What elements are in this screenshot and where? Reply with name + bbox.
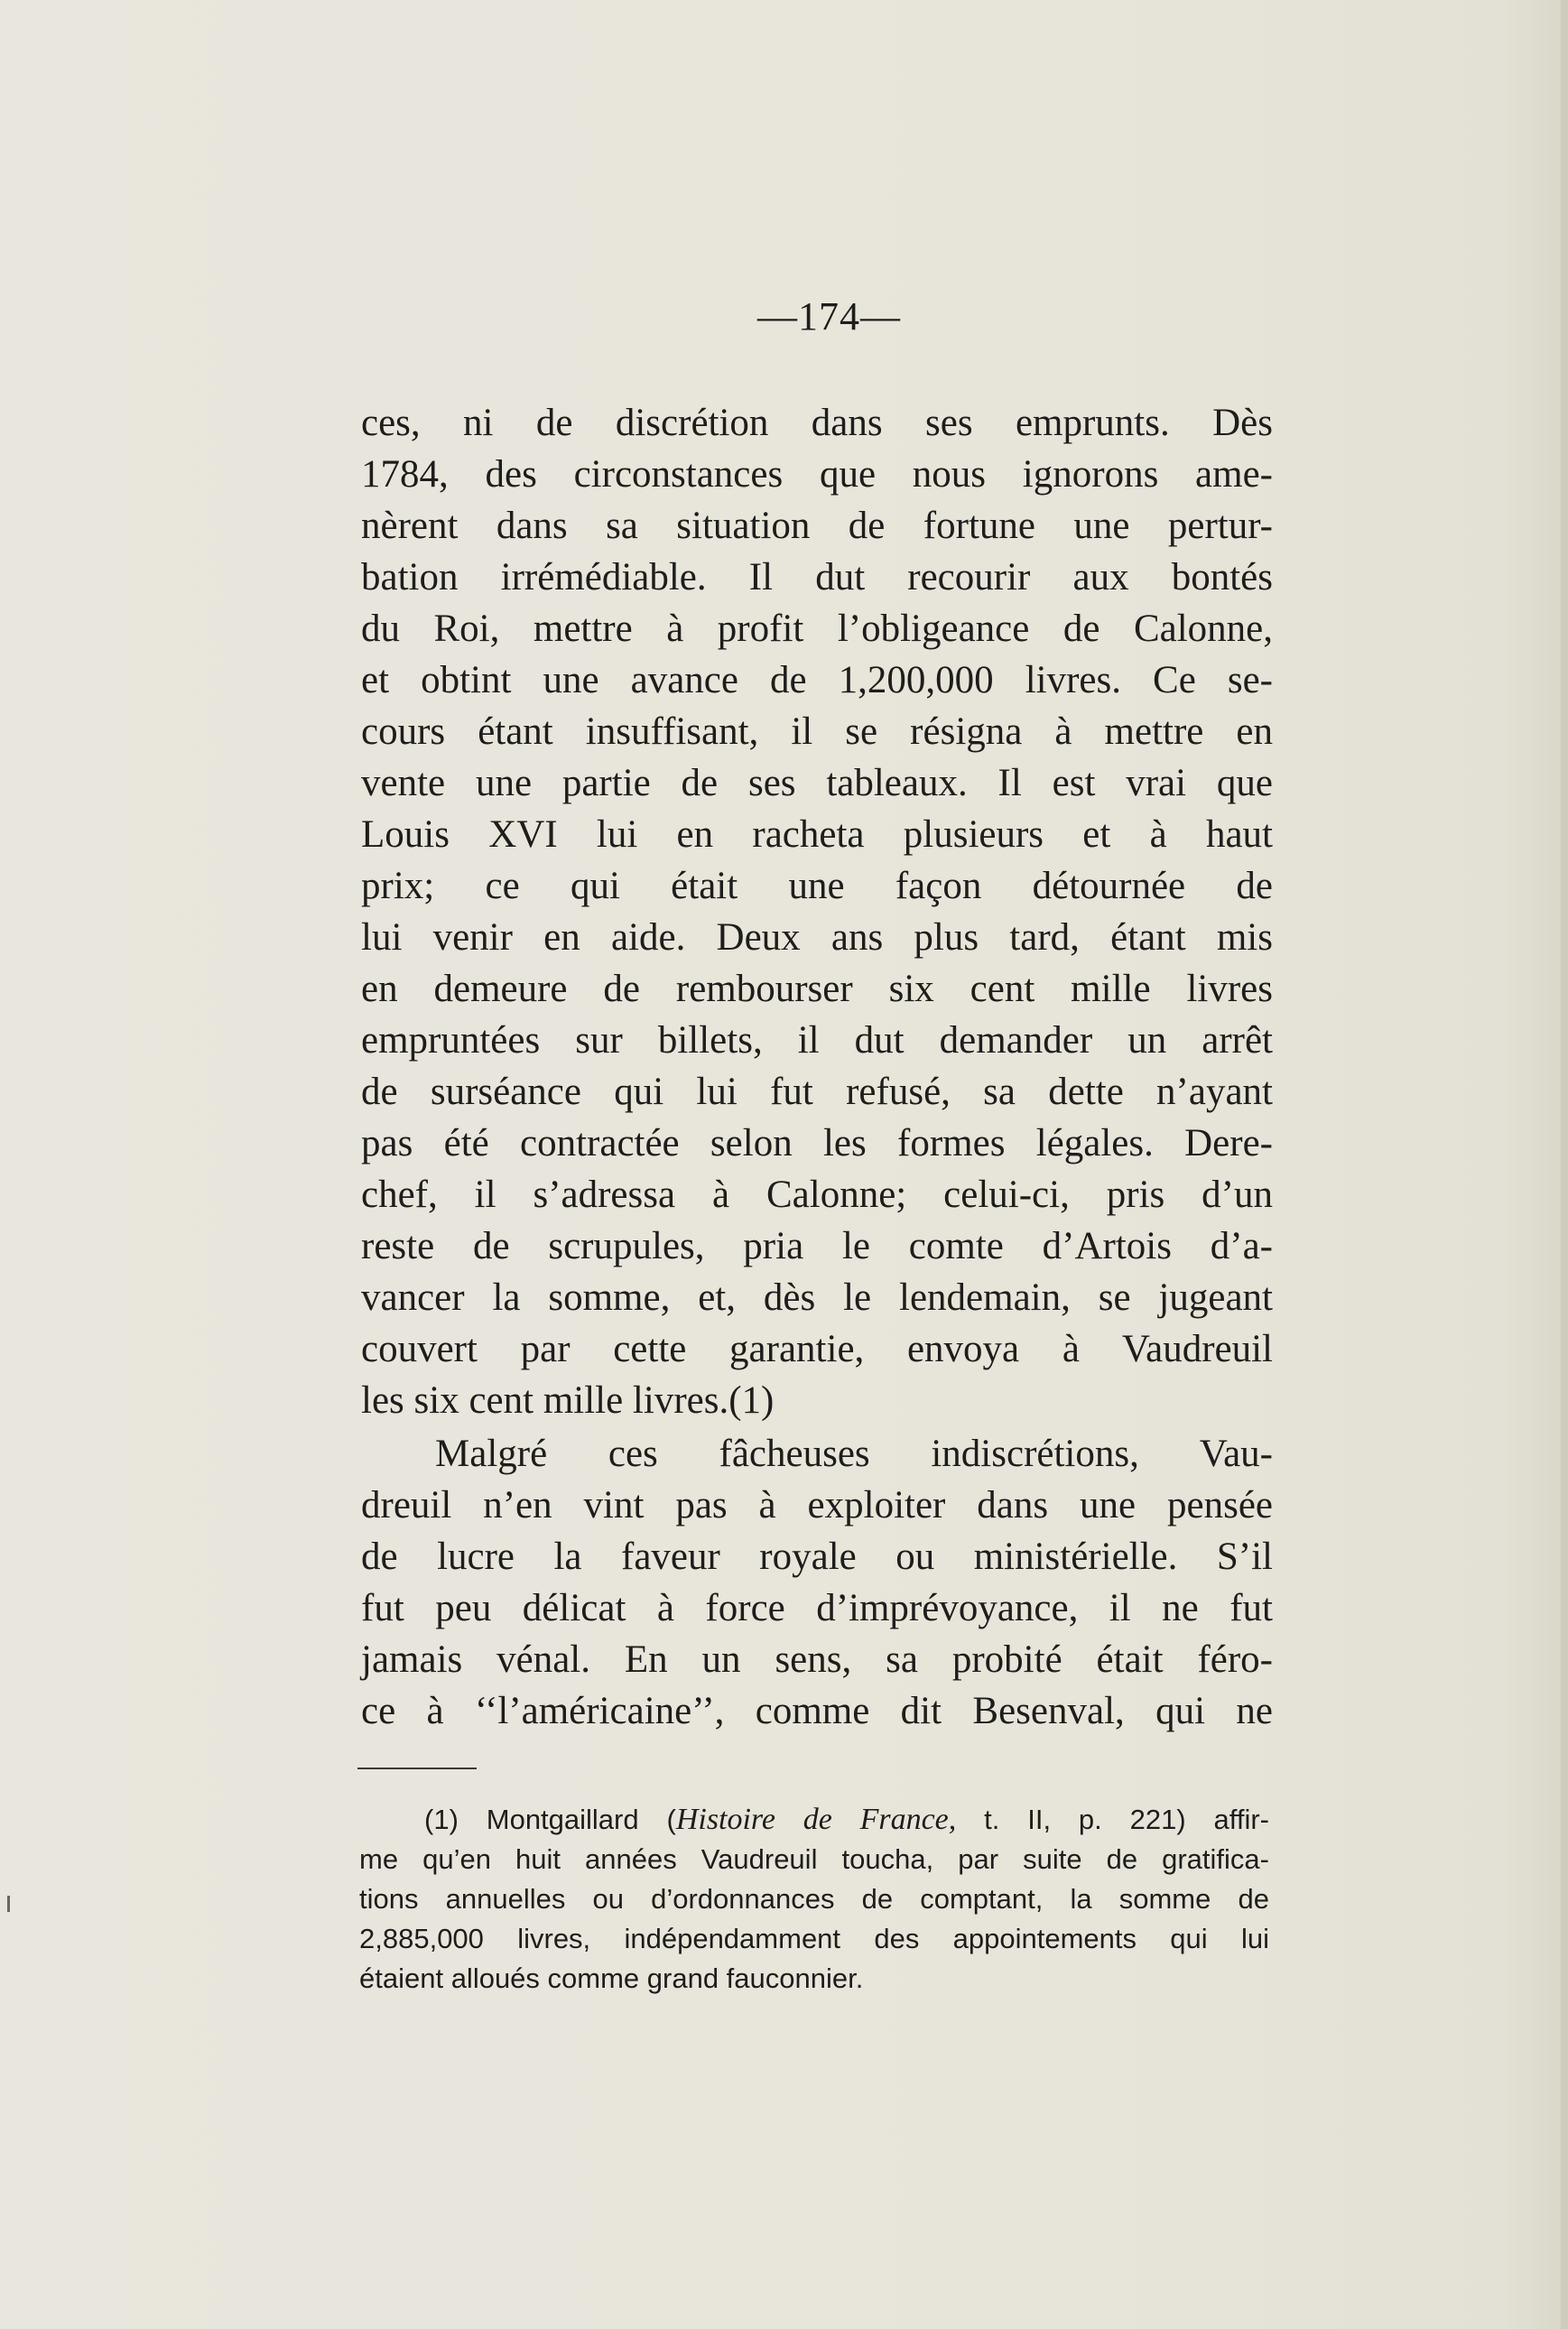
page-number: —174— <box>757 294 901 339</box>
text-line: lui venir en aide. Deux ans plus tard, étant mis <box>361 916 1273 959</box>
text-line: cours étant insuffisant, il se résigna à mettre en <box>361 710 1273 753</box>
footnote-rule <box>357 1768 477 1769</box>
text-line: jamais vénal. En un sens, sa probité était féro- <box>361 1638 1273 1681</box>
text-line: dreuil n’en vint pas à exploiter dans une pensée <box>361 1484 1273 1526</box>
footnote-text: t. II, p. 221) affir- <box>956 1804 1269 1835</box>
text-line: vente une partie de ses tableaux. Il est vrai que <box>361 762 1273 804</box>
footnote-book-title: Histoire de France, <box>675 1803 957 1836</box>
text-line: de surséance qui lui fut refusé, sa dette n’ayant <box>361 1071 1273 1113</box>
text-line: ces, ni de discrétion dans ses emprunts. Dès <box>361 402 1273 444</box>
text-line: de lucre la faveur royale ou ministérielle. S’il <box>361 1536 1273 1578</box>
text-line: en demeure de rembourser six cent mille livres <box>361 968 1273 1010</box>
text-line: les six cent mille livres.(1) <box>361 1379 775 1422</box>
text-line: empruntées sur billets, il dut demander un arrêt <box>361 1019 1273 1062</box>
text-line: vancer la somme, et, dès le lendemain, se jugeant <box>361 1276 1273 1319</box>
footnote-line <box>424 1801 1269 1839</box>
footnote-text: (1) Montgaillard ( <box>424 1804 676 1835</box>
text-line: ce à ‘‘l’américaine’’, comme dit Besenval, qui ne <box>361 1690 1273 1732</box>
text-line: fut peu délicat à force d’imprévoyance, il ne fut <box>361 1587 1273 1629</box>
text-line: du Roi, mettre à profit l’obligeance de Calonne, <box>361 608 1273 650</box>
footnote-line: 2,885,000 livres, indépendamment des appointements qui lui <box>359 1923 1269 1954</box>
text-line: couvert par cette garantie, envoya à Vaudreuil <box>361 1328 1273 1370</box>
text-line: bation irrémédiable. Il dut recourir aux bontés <box>361 556 1273 598</box>
text-line: reste de scrupules, pria le comte d’Artois d’a- <box>361 1225 1273 1267</box>
margin-mark <box>7 1896 10 1912</box>
text-line: Louis XVI lui en racheta plusieurs et à haut <box>361 813 1273 856</box>
text-line: et obtint une avance de 1,200,000 livres. Ce se- <box>361 659 1273 701</box>
footnote-line: me qu’en huit années Vaudreuil toucha, par suite de gratifica- <box>359 1843 1269 1875</box>
footnote-line: étaient alloués comme grand fauconnier. <box>359 1962 864 1994</box>
text-line: Malgré ces fâcheuses indiscrétions, Vau- <box>435 1433 1273 1475</box>
footnote-line: tions annuelles ou d’ordonnances de comptant, la somme de <box>359 1883 1269 1915</box>
text-line: 1784, des circonstances que nous ignorons ame- <box>361 453 1273 496</box>
text-line: pas été contractée selon les formes légales. Dere- <box>361 1122 1273 1164</box>
text-line: nèrent dans sa situation de fortune une pertur- <box>361 505 1273 547</box>
text-line: chef, il s’adressa à Calonne; celui-ci, pris d’un <box>361 1174 1273 1216</box>
text-line: prix; ce qui était une façon détournée de <box>361 865 1273 907</box>
